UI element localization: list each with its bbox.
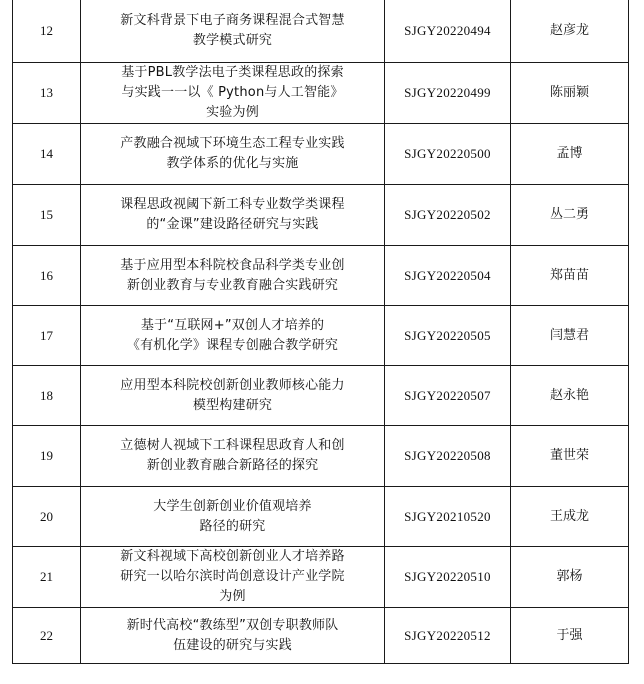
project-leader: 郭杨 <box>511 547 629 608</box>
table-row <box>13 487 629 547</box>
row-number: 20 <box>13 487 81 547</box>
table-row <box>13 246 629 306</box>
project-leader: 陈丽颖 <box>511 63 629 124</box>
project-title <box>81 246 385 306</box>
project-title-line: 新文科背景下电子商务课程混合式智慧 <box>120 12 345 28</box>
project-title-line: 为例 <box>219 589 246 604</box>
project-title <box>81 185 385 246</box>
table-row <box>13 608 629 664</box>
project-title-line: 基于应用型本科院校食品科学类专业创 <box>120 257 345 273</box>
project-title <box>81 124 385 185</box>
project-title <box>81 306 385 366</box>
project-title-line: 实验为例 <box>206 105 259 120</box>
project-title-line: 模型构建研究 <box>192 397 273 413</box>
project-leader: 孟博 <box>511 124 629 185</box>
project-leader: 赵彦龙 <box>511 0 629 63</box>
project-title-line: 大学生创新创业价值观培养 <box>153 498 312 514</box>
project-title-line: 新创业教育融合新路径的探究 <box>146 458 319 473</box>
project-title <box>81 426 385 487</box>
project-table-body <box>13 0 629 664</box>
row-number: 17 <box>13 306 81 366</box>
project-code: SJGY20220499 <box>385 63 511 124</box>
row-number: 15 <box>13 185 81 246</box>
project-code: SJGY20220505 <box>385 306 511 366</box>
project-title-line: 立德树人视域下工科课程思政育人和创 <box>120 438 345 453</box>
project-leader: 郑苗苗 <box>511 246 629 306</box>
project-title-line: 伍建设的研究与实践 <box>173 637 292 653</box>
project-title-line: 路径的研究 <box>199 518 266 534</box>
row-number: 16 <box>13 246 81 306</box>
table-row <box>13 63 629 124</box>
table-row <box>13 547 629 608</box>
project-title <box>81 366 385 426</box>
row-number: 14 <box>13 124 81 185</box>
project-title <box>81 63 385 124</box>
project-title-line: 教学模式研究 <box>192 32 273 48</box>
project-leader: 丛二勇 <box>511 185 629 246</box>
project-leader: 董世荣 <box>511 426 629 487</box>
row-number: 13 <box>13 63 81 124</box>
project-title-line: 新时代高校“教练型”双创专职教师队 <box>126 617 339 633</box>
row-number: 21 <box>13 547 81 608</box>
table-row <box>13 124 629 185</box>
project-title-line: 基于“互联网+”双创人才培养的 <box>140 317 325 333</box>
project-code: SJGY20220512 <box>385 608 511 664</box>
row-number: 12 <box>13 0 81 63</box>
project-code: SJGY20220504 <box>385 246 511 306</box>
project-title-line: 《有机化学》课程专创融合教学研究 <box>126 337 339 353</box>
project-table <box>12 0 629 664</box>
project-leader: 于强 <box>511 608 629 664</box>
table-row <box>13 366 629 426</box>
table-row <box>13 185 629 246</box>
project-title-line: 基于PBL教学法电子类课程思政的探索 <box>121 65 344 80</box>
project-title-line: 产教融合视域下环境生态工程专业实践 <box>120 136 345 151</box>
project-title <box>81 0 385 63</box>
project-leader: 王成龙 <box>511 487 629 547</box>
project-leader: 闫慧君 <box>511 306 629 366</box>
project-code: SJGY20210520 <box>385 487 511 547</box>
row-number: 19 <box>13 426 81 487</box>
project-code: SJGY20220510 <box>385 547 511 608</box>
table-row <box>13 0 629 63</box>
project-title-line: 与实践一一以《 Python与人工智能》 <box>121 85 344 100</box>
row-number: 18 <box>13 366 81 426</box>
project-code: SJGY20220502 <box>385 185 511 246</box>
table-row <box>13 426 629 487</box>
row-number: 22 <box>13 608 81 664</box>
project-title <box>81 547 385 608</box>
project-code: SJGY20220507 <box>385 366 511 426</box>
project-title-line: 新创业教育与专业教育融合实践研究 <box>126 277 339 293</box>
project-title <box>81 487 385 547</box>
project-title-line: 课程思政视阈下新工科专业数学类课程 <box>120 197 345 212</box>
project-title-line: 应用型本科院校创新创业教师核心能力 <box>120 377 345 393</box>
table-row <box>13 306 629 366</box>
project-title-line: 新文科视域下高校创新创业人才培养路 <box>120 549 345 564</box>
project-code: SJGY20220494 <box>385 0 511 63</box>
project-code: SJGY20220508 <box>385 426 511 487</box>
project-title <box>81 608 385 664</box>
project-title-line: 研究一以哈尔滨时尚创意设计产业学院 <box>120 569 345 584</box>
project-leader: 赵永艳 <box>511 366 629 426</box>
project-title-line: 教学体系的优化与实施 <box>166 156 299 171</box>
project-code: SJGY20220500 <box>385 124 511 185</box>
project-title-line: 的“金课”建设路径研究与实践 <box>146 217 319 232</box>
